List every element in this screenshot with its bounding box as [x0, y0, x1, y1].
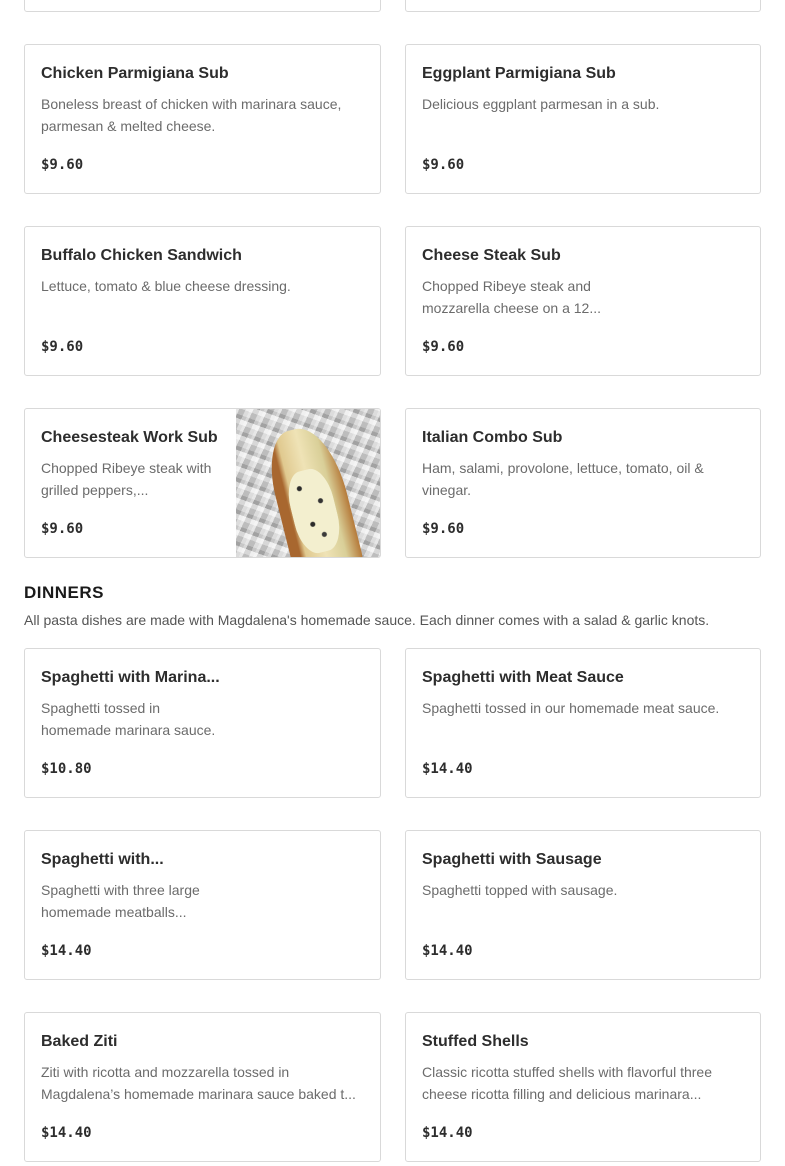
- section-title: DINNERS: [24, 583, 105, 602]
- menu-item-description: Ziti with ricotta and mozzarella tossed in Magdalena’s homemade marinara sauce baked t...: [41, 1064, 356, 1102]
- menu-item-card-partial[interactable]: [405, 0, 761, 12]
- menu-item-price: $9.60: [422, 521, 465, 537]
- menu-item-name: Spaghetti with Marina...: [41, 669, 220, 686]
- menu-item-description: Chopped Ribeye steak with grilled peppers,...: [41, 460, 212, 498]
- menu-item-price: $9.60: [422, 157, 465, 173]
- menu-item-name: Baked Ziti: [41, 1033, 118, 1050]
- menu-item-card-partial[interactable]: [24, 0, 381, 12]
- menu-item-card[interactable]: [24, 830, 381, 980]
- menu-item-photo: [236, 409, 380, 557]
- menu-item-description: Classic ricotta stuffed shells with flavorful three cheese ricotta filling and delicious marinara...: [422, 1064, 712, 1102]
- menu-item-card[interactable]: [405, 1012, 761, 1162]
- menu-item-price: $14.40: [41, 1125, 92, 1141]
- menu-item-card[interactable]: [405, 830, 761, 980]
- menu-item-price: $14.40: [422, 943, 473, 959]
- menu-item-price: $10.80: [41, 761, 92, 777]
- menu-item-card[interactable]: [24, 408, 381, 558]
- menu-item-description: Ham, salami, provolone, lettuce, tomato, oil & vinegar.: [422, 460, 704, 498]
- menu-item-card[interactable]: [24, 226, 381, 376]
- menu-item-card[interactable]: [405, 44, 761, 194]
- menu-item-description: Spaghetti tossed in homemade marinara sauce.: [41, 700, 216, 738]
- menu-item-description: Spaghetti topped with sausage.: [422, 882, 618, 898]
- menu-item-price: $9.60: [41, 339, 84, 355]
- menu-item-price: $9.60: [41, 521, 84, 537]
- menu-item-name: Italian Combo Sub: [422, 429, 563, 446]
- menu-item-description: Spaghetti with three large homemade meatballs...: [41, 882, 200, 920]
- menu-item-card[interactable]: [24, 44, 381, 194]
- menu-item-card[interactable]: [405, 648, 761, 798]
- menu-item-card[interactable]: [405, 226, 761, 376]
- menu-item-price: $9.60: [422, 339, 465, 355]
- menu-item-name: Spaghetti with Sausage: [422, 851, 602, 868]
- menu-item-card[interactable]: [24, 648, 381, 798]
- menu-item-price: $14.40: [422, 761, 473, 777]
- menu-item-price: $14.40: [41, 943, 92, 959]
- menu-item-description: Delicious eggplant parmesan in a sub.: [422, 96, 660, 112]
- menu-item-name: Cheesesteak Work Sub: [41, 429, 218, 446]
- menu-item-name: Cheese Steak Sub: [422, 247, 561, 264]
- menu-item-name: Spaghetti with...: [41, 851, 164, 868]
- menu-item-card[interactable]: [24, 1012, 381, 1162]
- menu-item-name: Stuffed Shells: [422, 1033, 529, 1050]
- menu-item-name: Buffalo Chicken Sandwich: [41, 247, 242, 264]
- menu-item-description: Chopped Ribeye steak and mozzarella cheese on a 12...: [422, 278, 601, 316]
- menu-item-description: Boneless breast of chicken with marinara sauce, parmesan & melted cheese.: [41, 96, 342, 134]
- menu-item-description: Lettuce, tomato & blue cheese dressing.: [41, 278, 291, 294]
- menu-item-price: $9.60: [41, 157, 84, 173]
- menu-item-name: Eggplant Parmigiana Sub: [422, 65, 616, 82]
- section-description: All pasta dishes are made with Magdalena's homemade sauce. Each dinner comes with a salad & garlic knots.: [24, 612, 710, 628]
- menu-item-description: Spaghetti tossed in our homemade meat sauce.: [422, 700, 720, 716]
- menu-item-name: Spaghetti with Meat Sauce: [422, 669, 624, 686]
- menu-item-name: Chicken Parmigiana Sub: [41, 65, 229, 82]
- menu-item-card[interactable]: [405, 408, 761, 558]
- menu-item-price: $14.40: [422, 1125, 473, 1141]
